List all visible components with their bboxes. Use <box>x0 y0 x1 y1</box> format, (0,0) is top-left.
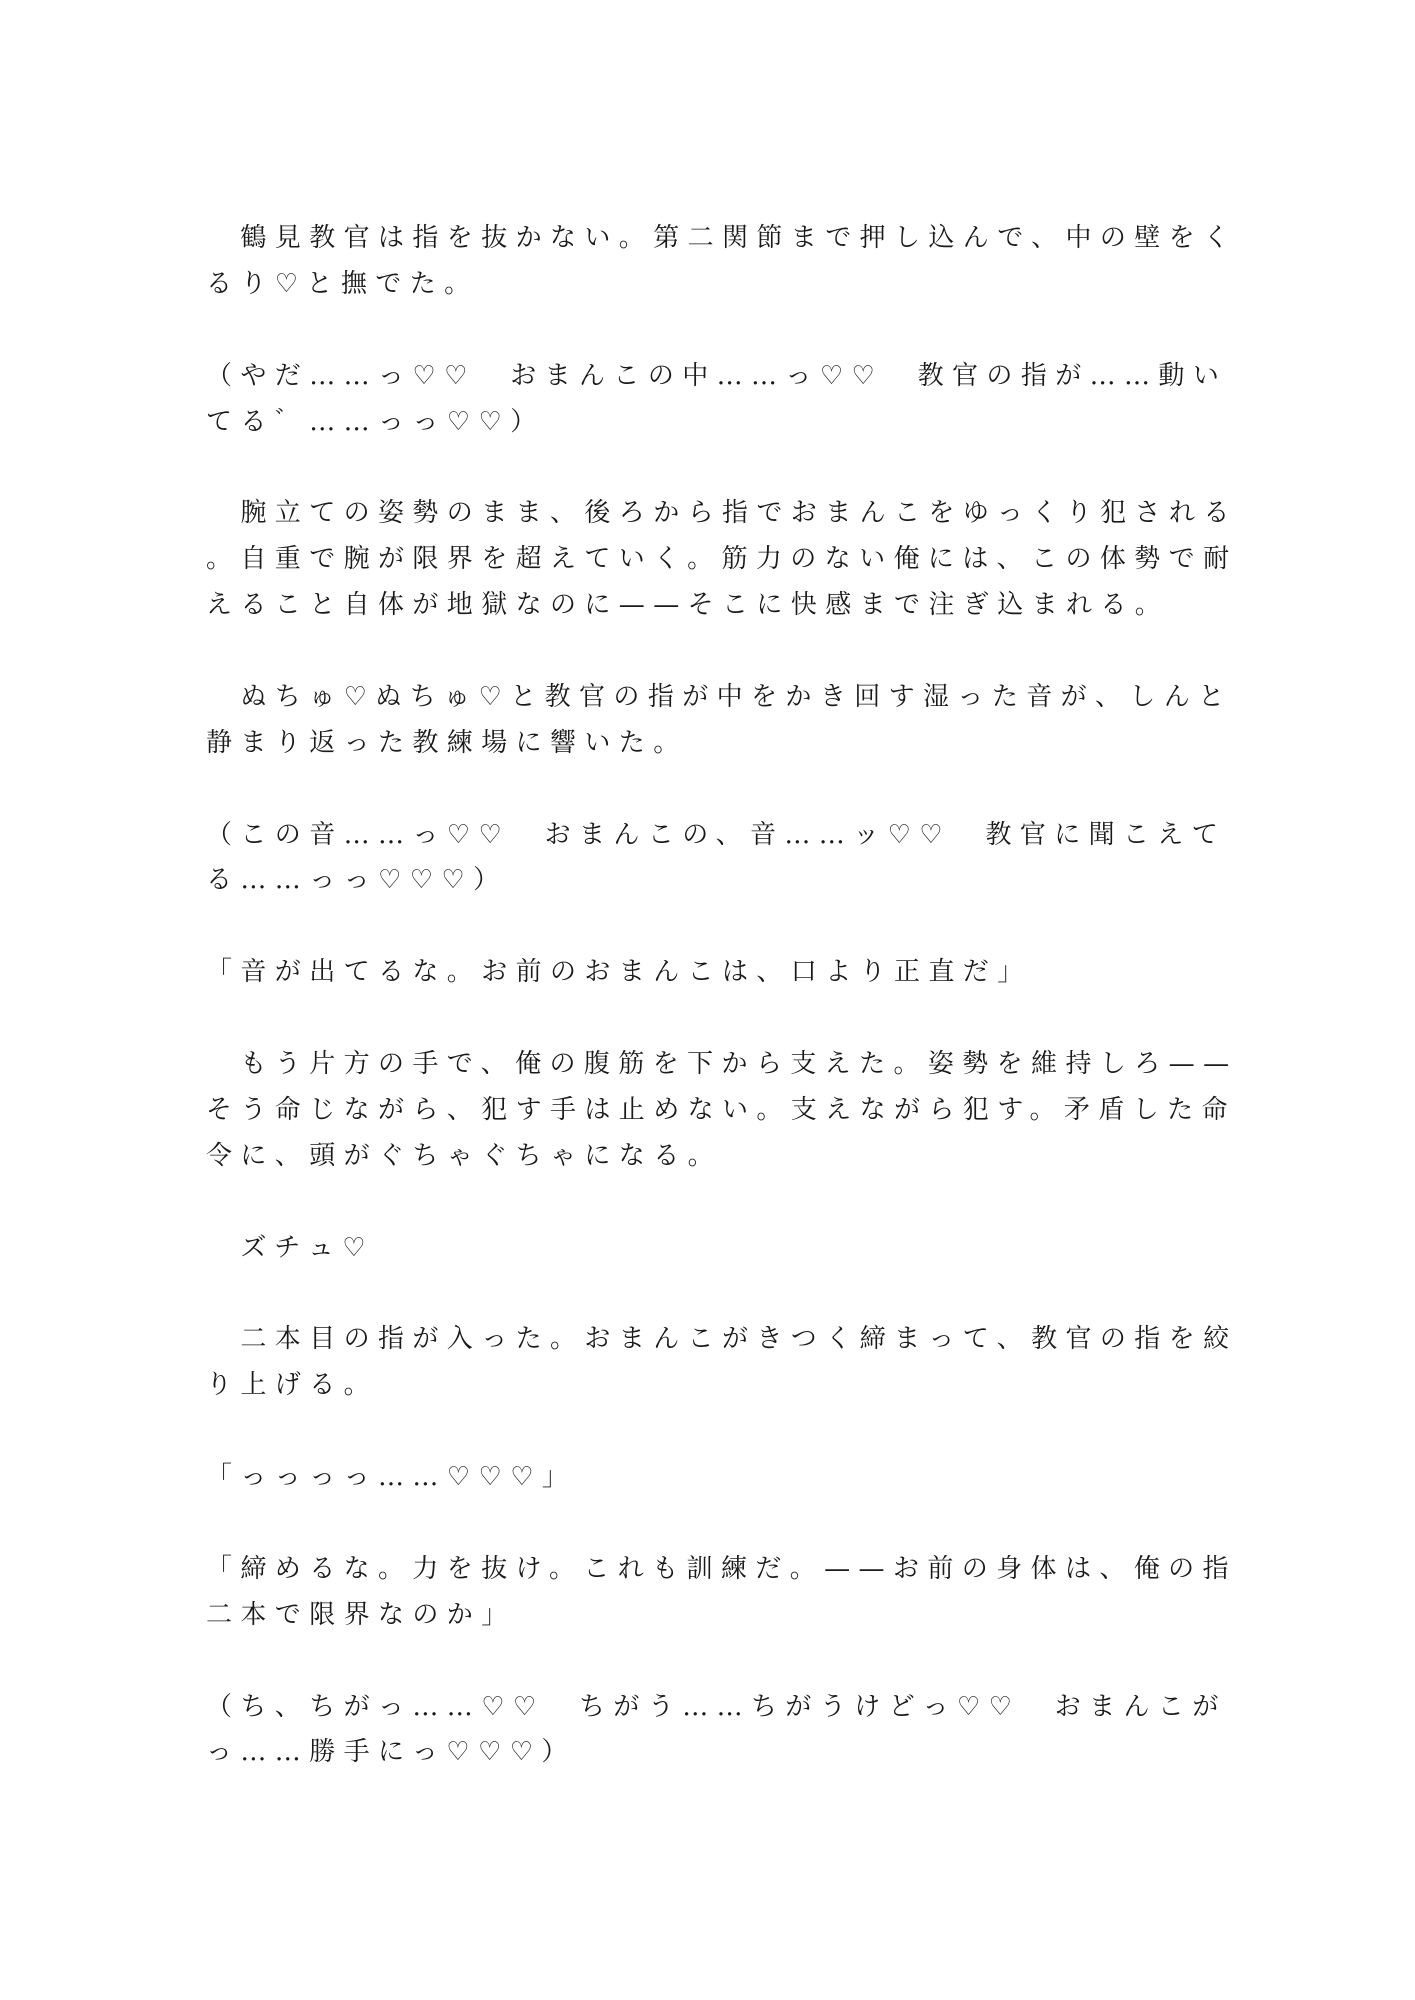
paragraph <box>206 1226 1206 1272</box>
text-line: っ……勝手にっ♡♡♡） <box>206 1737 576 1768</box>
text-line: もう片方の手で、俺の腹筋を下から支えた。姿勢を維持しろ—— <box>206 1049 1238 1080</box>
text-line: 。自重で腕が限界を超えていく。筋力のない俺には、この体勢で耐 <box>206 544 1238 575</box>
text-line: 二本目の指が入った。おまんこがきつく締まって、教官の指を絞 <box>206 1324 1238 1355</box>
text-line: （ち、ちがっ……♡♡ ちがう……ちがうけどっ♡♡ おまんこが <box>206 1691 1227 1722</box>
text-line: 「っっっっ……♡♡♡」 <box>206 1462 577 1493</box>
text-line: 令に、頭がぐちゃぐちゃになる。 <box>206 1140 723 1171</box>
text-line: る……っっ♡♡♡） <box>206 865 508 896</box>
paragraph <box>206 216 1238 308</box>
text-line: （やだ……っ♡♡ おまんこの中……っ♡♡ 教官の指が……動い <box>206 360 1228 391</box>
text-line: そう命じながら、犯す手は止めない。支えながら犯す。矛盾した命 <box>206 1094 1236 1125</box>
paragraph <box>206 354 1228 446</box>
text-line: 二本で限界なのか」 <box>206 1599 516 1630</box>
paragraph <box>206 813 1227 905</box>
text-line: えること自体が地獄なのに——そこに快感まで注ぎ込まれる。 <box>206 590 1170 621</box>
text-line: ズチュ♡ <box>206 1232 375 1263</box>
text-line: （この音……っ♡♡ おまんこの、音……ッ♡♡ 教官に聞こえて <box>206 819 1227 850</box>
paragraph <box>206 950 1206 996</box>
paragraph <box>206 675 1233 767</box>
text-line: 腕立ての姿勢のまま、後ろから指でおまんこをゆっくり犯される <box>206 498 1238 529</box>
text-line: るり♡と撫でた。 <box>206 268 479 299</box>
text-line: てる゛……っっ♡♡） <box>206 406 545 437</box>
text-line: り上げる。 <box>206 1370 379 1401</box>
paragraph <box>206 1317 1238 1409</box>
text-line: ぬちゅ♡ぬちゅ♡と教官の指が中をかき回す湿った音が、しんと <box>206 681 1233 712</box>
paragraph <box>206 1042 1238 1180</box>
text-line: 「音が出てるな。お前のおまんこは、口より正直だ」 <box>206 957 1032 988</box>
paragraph <box>206 1547 1237 1639</box>
text-line: 静まり返った教練場に響いた。 <box>206 727 688 758</box>
document-page <box>206 216 1238 1822</box>
paragraph <box>206 491 1238 629</box>
paragraph <box>206 1455 1206 1501</box>
text-line: 「締めるな。力を抜け。これも訓練だ。——お前の身体は、俺の指 <box>206 1553 1237 1584</box>
text-line: 鶴見教官は指を抜かない。第二関節まで押し込んで、中の壁をく <box>206 223 1238 253</box>
paragraph <box>206 1685 1227 1777</box>
